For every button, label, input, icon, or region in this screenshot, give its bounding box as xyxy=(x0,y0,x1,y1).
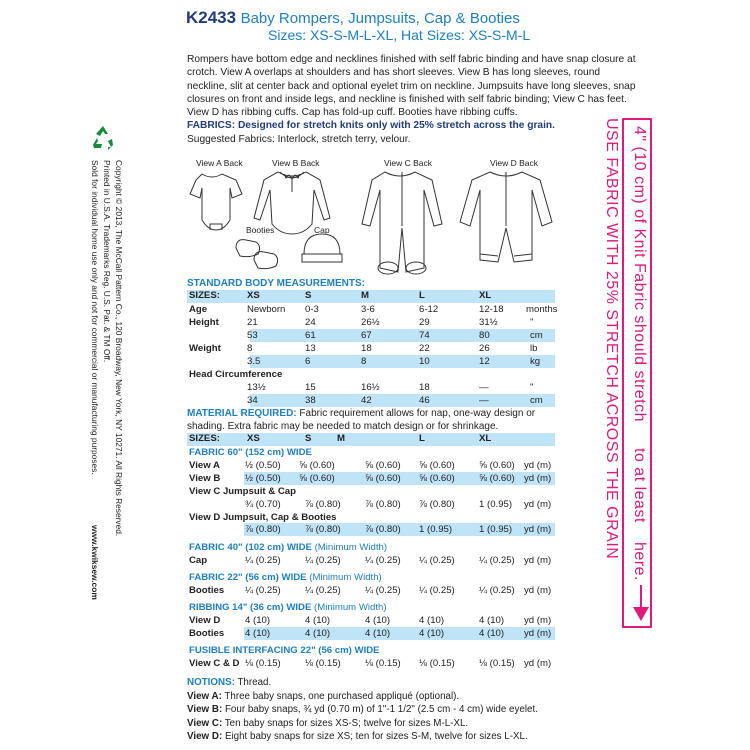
stretch-gauge-line-2: USE FABRIC WITH 25% STRETCH ACROSS THE GRAIN xyxy=(603,118,620,560)
group-title-line: FABRIC 40" (102 cm) WIDE (Minimum Width) xyxy=(189,542,388,553)
row-highlight xyxy=(250,355,555,368)
copyright-line-1: Copyright © 2013, The McCall Pattern Co., 120 Broadway, New York, NY 10271. All Rights Reserved. xyxy=(114,160,124,537)
stretch-gauge-to-at-least: to at least xyxy=(631,448,648,523)
view-c-back-label: View C Back xyxy=(384,158,433,168)
group-title: FUSIBLE INTERFACING 22" (56 cm) WIDE xyxy=(189,645,380,656)
garment-sketches xyxy=(180,168,580,278)
row-label: View D Jumpsuit, Cap & Booties xyxy=(189,512,337,523)
copyright-line-2: Printed in U.S.A. Trademarks Reg. U.S. Pat. & TM Off. xyxy=(102,160,112,363)
pattern-number: K2433 xyxy=(186,8,237,27)
material-heading: MATERIAL REQUIRED: xyxy=(187,408,297,419)
booties-label: Booties xyxy=(246,225,275,235)
view-d-sketch xyxy=(460,172,552,262)
copyright-line-3: Sold for individual home use only and not for commercial or manufacturing purposes. xyxy=(90,160,100,475)
description-text: Rompers have bottom edge and necklines finished with self fabric binding and have snap closure at crotch. View A overlaps at shoulders and has short sleeves. View B has long sleeves, round neckline, slit at center back and optional eyelet trim on neckline. Jumpsuits have long sleeves, snap closures on front and inside legs, and neckline is finished with self fabric binding; View C has feet. View D has ribbing cuffs. Cap has fold-up cuff. Booties have ribbing cuffs. xyxy=(187,54,636,119)
group-title: FABRIC 60" (152 cm) WIDE xyxy=(189,447,312,458)
notions-heading: NOTIONS: xyxy=(187,677,235,688)
col-l: L xyxy=(419,290,425,301)
material-note xyxy=(187,407,562,433)
notions-intro: Thread. xyxy=(237,677,272,688)
row-label: View C Jumpsuit & Cap xyxy=(189,486,296,497)
col-s: S xyxy=(305,290,312,301)
view-d-back-label: View D Back xyxy=(490,158,539,168)
material-header: SIZES: XS S M L XL xyxy=(189,433,492,444)
header-title-line xyxy=(186,8,520,28)
stretch-gauge-line-1: 4" (10 cm) of Knit Fabric should stretch xyxy=(631,126,648,423)
col-m: M xyxy=(361,290,369,301)
view-c-sketch xyxy=(362,172,442,274)
row-highlight xyxy=(250,329,555,342)
booties-sketch xyxy=(236,240,278,269)
measurements-header xyxy=(189,290,557,303)
view-b-back-label: View B Back xyxy=(272,158,320,168)
sizes-line: Sizes: XS-S-M-L-XL, Hat Sizes: XS-S-M-L xyxy=(268,27,531,43)
cap-label: Cap xyxy=(314,225,330,235)
pattern-title: Baby Rompers, Jumpsuits, Cap & Booties xyxy=(240,10,520,27)
view-a-sketch xyxy=(190,174,242,230)
head-circumference-label: Head Circumference xyxy=(189,369,283,380)
view-b-sketch xyxy=(254,172,330,234)
cap-sketch xyxy=(302,234,342,262)
recycle-icon xyxy=(88,123,118,153)
suggested-fabrics: Suggested Fabrics: Interlock, stretch terry, velour. xyxy=(187,133,411,145)
group-title-line: FABRIC 22" (56 cm) WIDE (Minimum Width) xyxy=(189,572,382,583)
group-title-line: RIBBING 14" (36 cm) WIDE (Minimum Width) xyxy=(189,602,387,613)
row-highlight xyxy=(250,394,555,407)
notions: NOTIONS: Thread. View A: Three baby snaps, one purchased appliqué (optional). View B: Four baby snaps, ¾ yd (0.70 m) of 1"-1 1/2" (2.5 cm - 4 cm) wide eyelet. View C: Ten baby snaps for sizes XS-S; twelve for sizes M-L-XL. View D: Eight baby snaps for size XS; ten for sizes S-M, twelve for sizes L-XL. xyxy=(187,677,538,742)
measurements-heading: STANDARD BODY MEASUREMENTS: xyxy=(187,278,365,289)
website-url: www.kwiksew.com xyxy=(90,525,100,600)
row-highlight xyxy=(244,627,555,640)
col-xl: XL xyxy=(479,290,492,301)
stretch-gauge-here: here. xyxy=(631,542,648,581)
view-a-back-label: View A Back xyxy=(196,158,243,168)
material-note-text: Fabric requirement allows for nap, one-way design or shading. Extra fabric may be needed to match design or for shrinkage. xyxy=(187,408,536,432)
fabrics-note xyxy=(187,120,555,131)
col-xs: XS xyxy=(247,290,260,301)
fabrics-label: FABRICS: xyxy=(187,120,236,132)
description xyxy=(187,53,637,146)
arrow-down-icon xyxy=(630,585,652,625)
fabrics-text: Designed for stretch knits only with 25% stretch across the grain. xyxy=(237,120,555,132)
col-sizes: SIZES: xyxy=(189,290,220,301)
